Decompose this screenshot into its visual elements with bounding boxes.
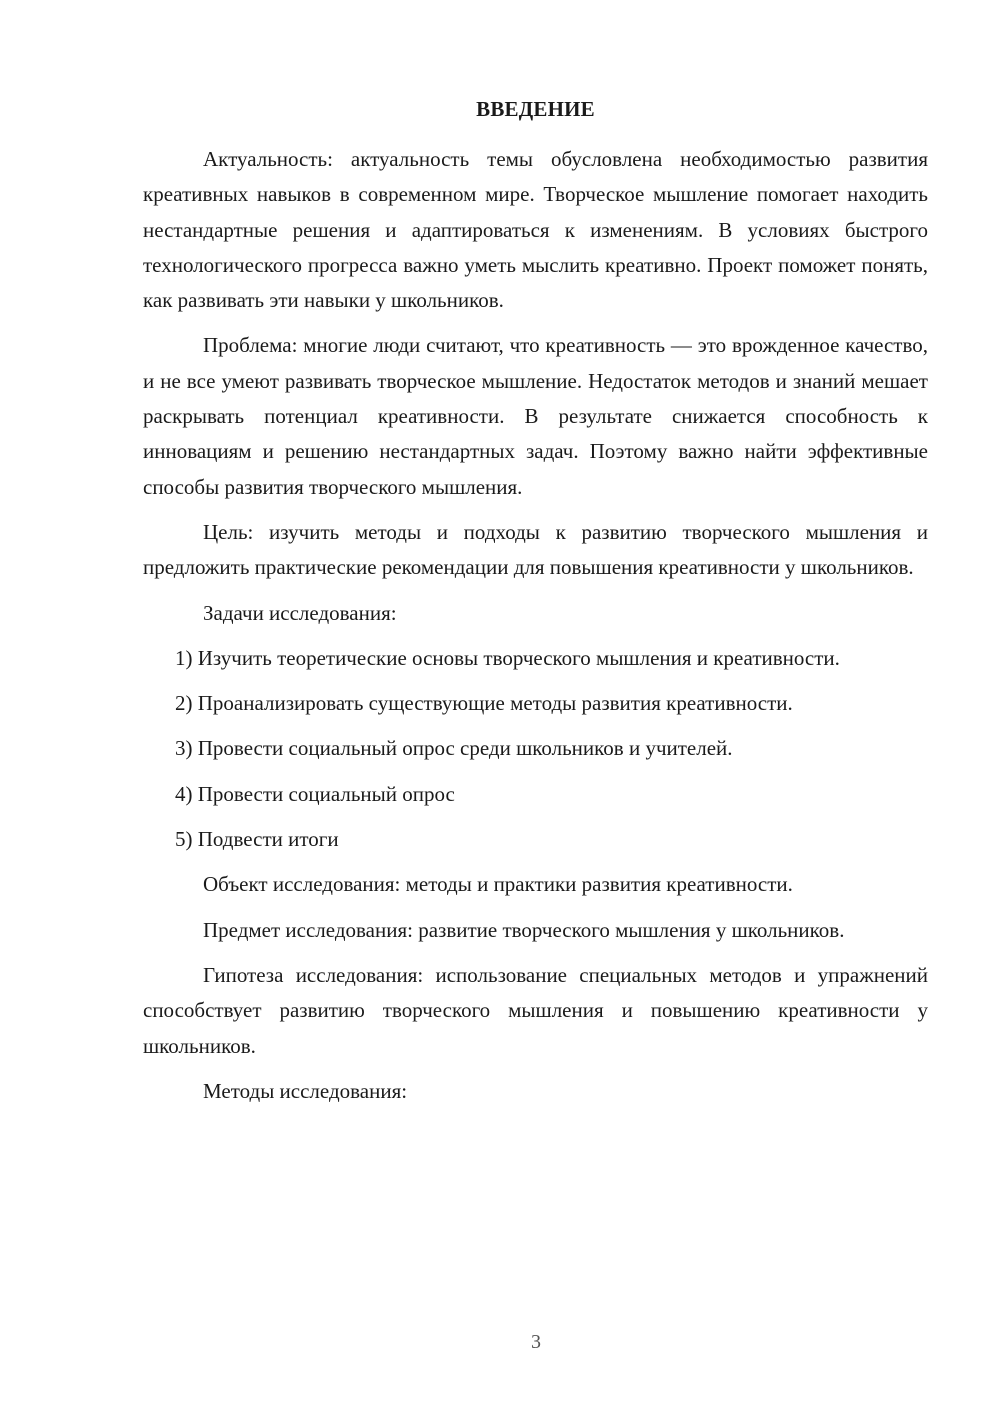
page-number: 3 — [531, 1331, 541, 1353]
tasks-heading: Задачи исследования: — [203, 600, 397, 625]
methods-heading: Методы исследования: — [203, 1078, 408, 1103]
task-item-5: 5) Подвести итоги — [175, 827, 339, 852]
task-item-4: 4) Провести социальный опрос — [175, 781, 455, 806]
object-paragraph: Объект исследования: методы и практики развития креативности. — [203, 872, 793, 897]
task-item-3: 3) Провести социальный опрос среди школьников и учителей. — [175, 736, 733, 761]
hypothesis-paragraph: Гипотеза исследования: использование специальных методов и упражнений способствует развитию творческого мышления и повышению креативности у школьников. — [143, 962, 928, 1058]
task-item-2: 2) Проанализировать существующие методы развития креативности. — [175, 691, 793, 716]
relevance-paragraph: Актуальность: актуальность темы обусловлена необходимостью развития креативных навыков в современном мире. Творческое мышление помогает находить нестандартные решения и адаптироваться к изменениям. В условиях быстрого технологического прогресса важно уметь мыслить креативно. Проект поможет понять, как развивать эти навыки у школьников. — [143, 147, 928, 313]
section-title: ВВЕДЕНИЕ — [476, 97, 595, 121]
goal-paragraph: Цель: изучить методы и подходы к развитию творческого мышления и предложить практические рекомендации для повышения креативности у школьников. — [143, 519, 928, 580]
document-page — [143, 92, 928, 1119]
problem-paragraph: Проблема: многие люди считают, что креативность — это врожденное качество, и не все умеют развивать творческое мышление. Недостаток методов и знаний мешает раскрывать потенциал креативности. В результате снижается способность к инновациям и решению нестандартных задач. Поэтому важно найти эффективные способы развития творческого мышления. — [143, 333, 928, 499]
task-item-1: 1) Изучить теоретические основы творческого мышления и креативности. — [175, 645, 840, 670]
subject-paragraph: Предмет исследования: развитие творческого мышления у школьников. — [203, 917, 845, 942]
